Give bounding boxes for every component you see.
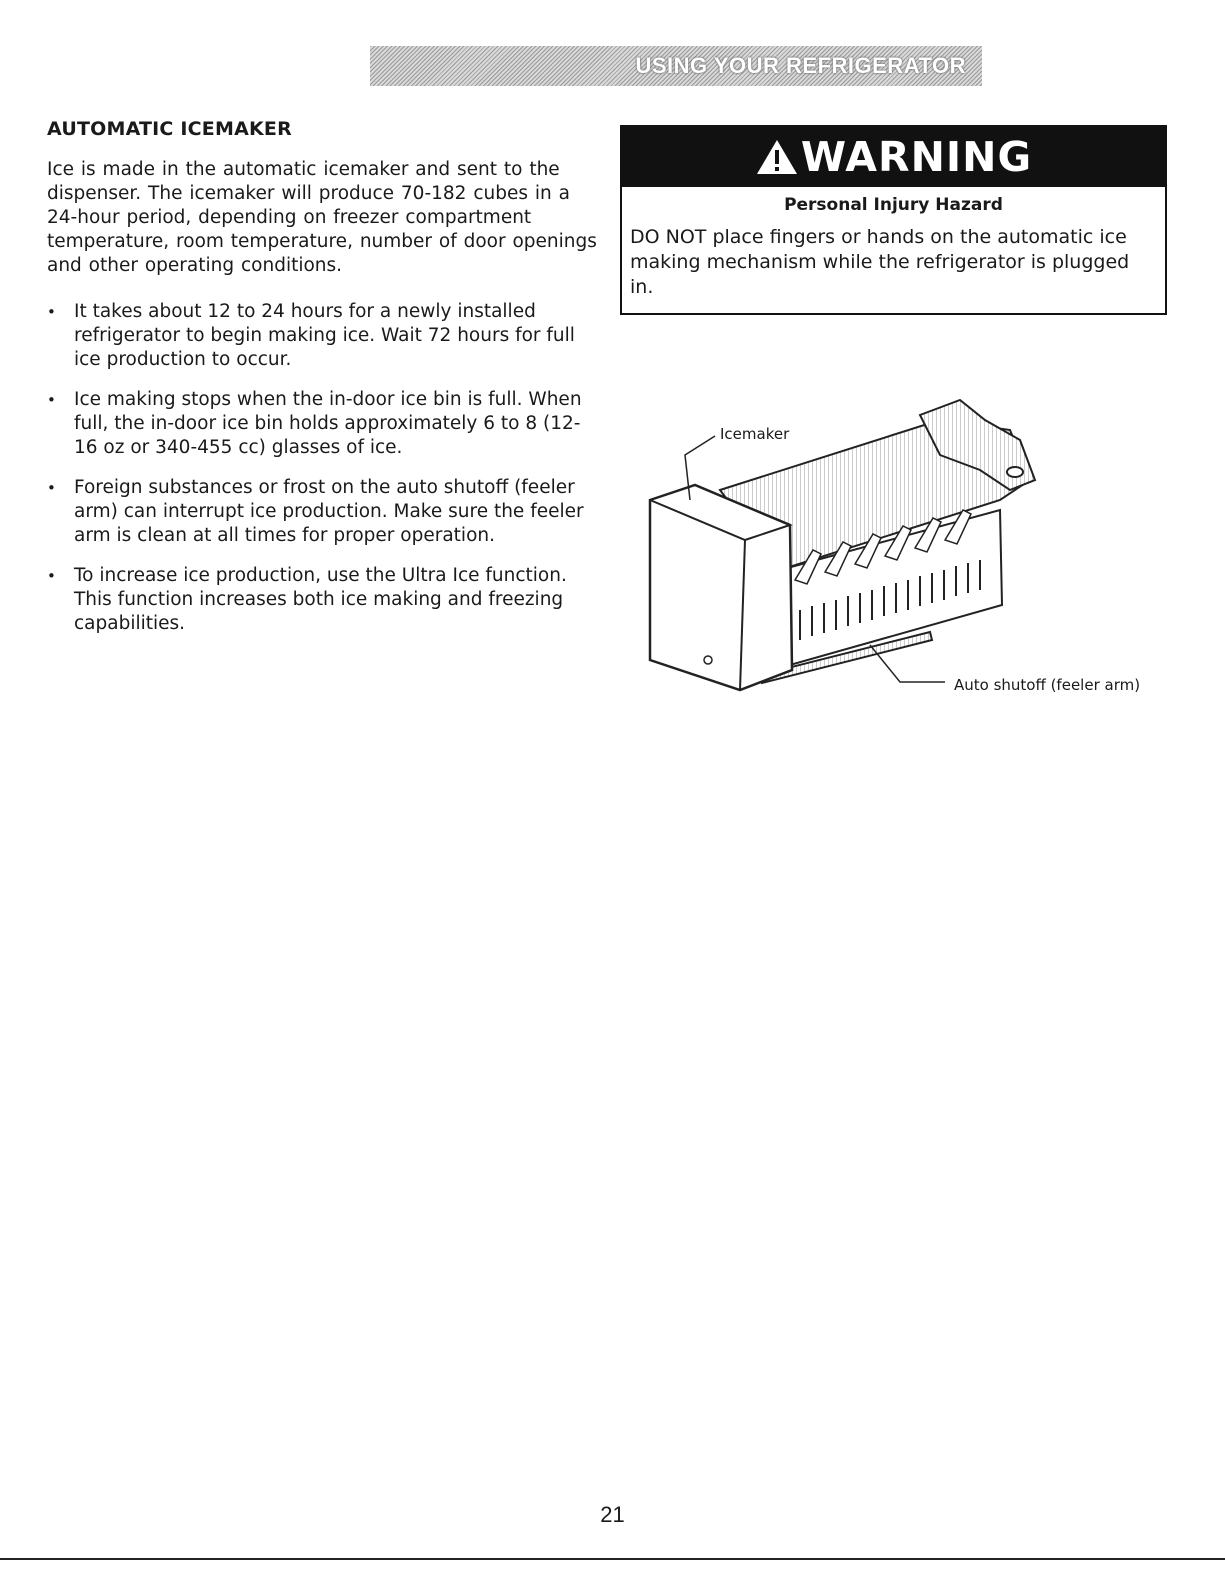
list-item: • Foreign substances or frost on the auto shutoff (feeler arm) can interrupt ice production. Make sure the feeler arm is clean at all times for proper operation. xyxy=(47,476,602,548)
bullet-list xyxy=(47,300,602,652)
section-header-title: USING YOUR REFRIGERATOR xyxy=(635,53,966,78)
icemaker-illustration xyxy=(640,360,1220,705)
section-title: AUTOMATIC ICEMAKER xyxy=(47,118,292,140)
list-item: • It takes about 12 to 24 hours for a newly installed refrigerator to begin making ice. Wait 72 hours for full ice production to occur. xyxy=(47,300,602,372)
warning-box xyxy=(620,125,1167,315)
icemaker-label: Icemaker xyxy=(720,425,790,443)
warning-title: WARNING xyxy=(800,133,1033,181)
warning-text: DO NOT place fingers or hands on the automatic ice making mechanism while the refrigerator is plugged in. xyxy=(630,226,1130,298)
warning-triangle-icon xyxy=(755,137,799,177)
intro-paragraph: Ice is made in the automatic icemaker and sent to the dispenser. The icemaker will produce 70-182 cubes in a 24-hour period, depending on freezer compartment temperature, room temperature, number of door openings and other operating conditions. xyxy=(47,159,597,276)
page-number: 21 xyxy=(600,1502,625,1527)
warning-subtitle: Personal Injury Hazard xyxy=(784,195,1003,215)
list-item: • Ice making stops when the in-door ice bin is full. When full, the in-door ice bin holds approximately 6 to 8 (12-16 oz or 340-455 cc) glasses of ice. xyxy=(47,388,602,460)
bottom-rule xyxy=(0,1558,1225,1560)
warning-header xyxy=(622,127,1165,187)
auto-shutoff-label: Auto shutoff (feeler arm) xyxy=(954,676,1141,694)
list-item: • To increase ice production, use the Ultra Ice function. This function increases both ice making and freezing capabilities. xyxy=(47,564,602,636)
section-header-band xyxy=(370,46,982,86)
